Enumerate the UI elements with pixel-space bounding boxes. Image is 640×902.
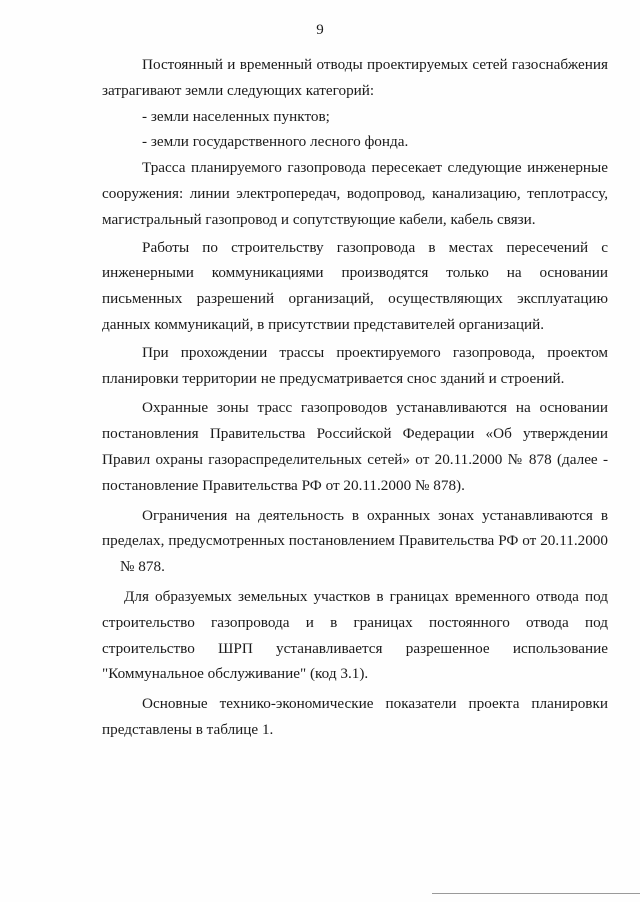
text-line: планировки территории не предусматривается снос зданий и строений. <box>102 369 565 387</box>
text-line: представлены в таблице 1. <box>102 720 274 738</box>
paragraph-land-categories-intro <box>102 52 608 104</box>
paragraph-zone-restrictions <box>102 503 608 580</box>
text-line: Охранные зоны трасс газопроводов устанавливаются на основании <box>142 399 608 417</box>
paragraph-no-demolition <box>102 340 608 392</box>
text-line: инженерными коммуникациями производятся только на основании <box>102 264 608 282</box>
text-line: магистральный газопровод и сопутствующие кабели, кабель связи. <box>102 210 536 228</box>
list-item <box>102 104 608 130</box>
text-line: № 878. <box>120 558 165 576</box>
text-line: затрагивают земли следующих категорий: <box>102 81 375 99</box>
text-line: - земли государственного лесного фонда. <box>142 133 409 151</box>
text-line: строительство газопровода и в границах постоянного отвода под <box>102 613 608 631</box>
paragraph-protection-zones <box>102 395 608 498</box>
paragraph-permitted-use <box>102 584 608 687</box>
scan-edge-line <box>432 893 640 894</box>
text-line: сооружения: линии электропередач, водопровод, канализацию, теплотрассу, <box>102 184 608 202</box>
page-number: 9 <box>316 22 324 38</box>
paragraph-construction-works <box>102 235 608 338</box>
text-line: Правил охраны газораспределительных сетей» от 20.11.2000 № 878 (далее - <box>102 450 608 468</box>
text-line: строительство ШРП устанавливается разрешенное использование <box>102 639 608 657</box>
text-line: Основные технико-экономические показатели проекта планировки <box>142 695 608 713</box>
text-line: Для образуемых земельных участков в границах временного отвода под <box>124 587 608 605</box>
paragraph-table-reference <box>102 691 608 743</box>
text-line: Постоянный и временный отводы проектируемых сетей газоснабжения <box>142 56 608 73</box>
text-line: Трасса планируемого газопровода пересекает следующие инженерные <box>142 159 608 177</box>
text-line: - земли населенных пунктов; <box>142 107 330 125</box>
text-line: данных коммуникаций, в присутствии представителей организаций. <box>102 315 545 333</box>
text-line: "Коммунальное обслуживание" (код 3.1). <box>102 665 369 683</box>
text-line: При прохождении трассы проектируемого газопровода, проектом <box>142 343 608 361</box>
text-line: постановление Правительства РФ от 20.11.2000 № 878). <box>102 476 465 494</box>
text-line: постановления Правительства Российской Федерации «Об утверждении <box>102 425 608 443</box>
text-line: Работы по строительству газопровода в местах пересечений с <box>142 238 608 256</box>
text-line: пределах, предусмотренных постановлением Правительства РФ от 20.11.2000 <box>102 532 608 550</box>
document-body <box>102 52 608 743</box>
list-item <box>102 129 608 155</box>
paragraph-route-crossings <box>102 155 608 232</box>
text-line: Ограничения на деятельность в охранных зонах устанавливаются в <box>142 506 608 524</box>
text-line: письменных разрешений организаций, осуществляющих эксплуатацию <box>102 290 608 308</box>
